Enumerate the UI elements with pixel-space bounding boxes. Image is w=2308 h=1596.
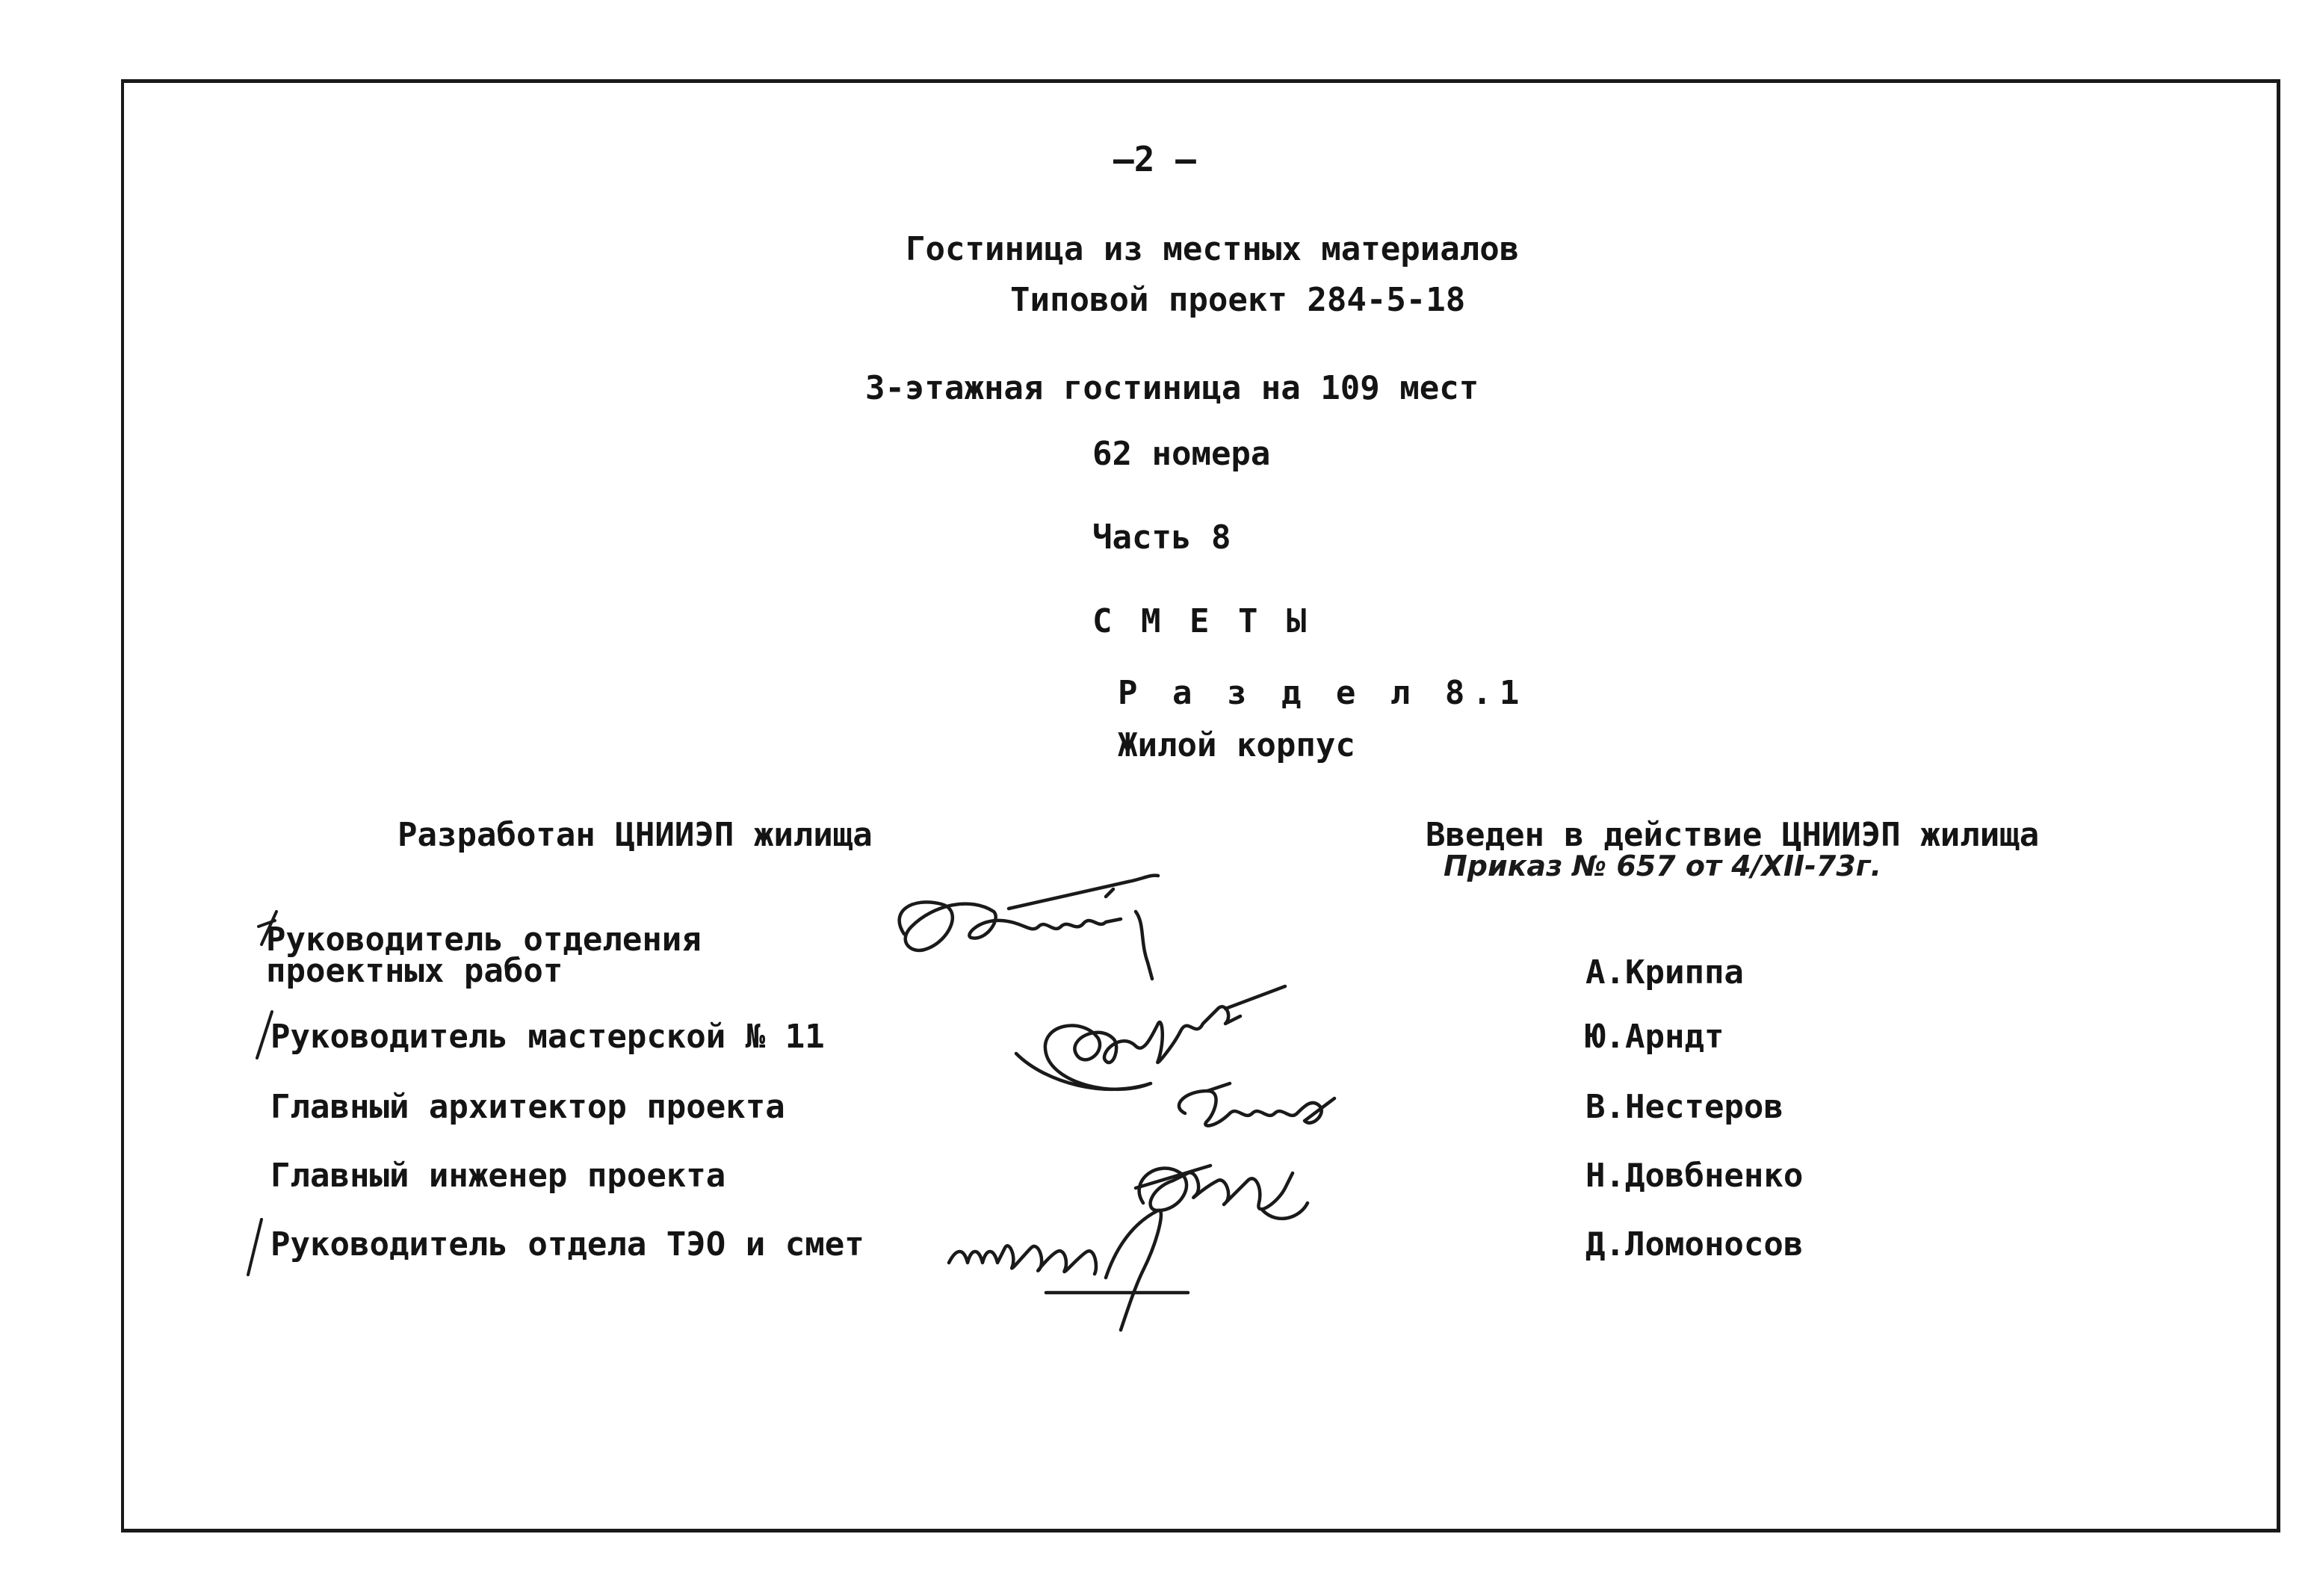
signatory-name: А.Криппа <box>1585 953 1744 992</box>
doc-type-heading: С М Е Т Ы <box>1092 602 1311 640</box>
part-label: Часть 8 <box>1092 519 1231 557</box>
margin-check-mark <box>254 910 284 947</box>
signature-estimates-head <box>934 1196 1203 1337</box>
position-workshop-head: Руководитель мастерской № 11 <box>270 1018 825 1056</box>
developed-by: Разработан ЦНИИЭП жилища <box>397 816 873 854</box>
margin-check-mark <box>244 1218 266 1278</box>
signature-department-head <box>882 867 1181 986</box>
position-chief-engineer: Главный инженер проекта <box>270 1157 726 1195</box>
position-estimates-head: Руководитель отдела ТЭО и смет <box>270 1225 864 1264</box>
position-department-head: Руководитель отделения <box>266 921 702 959</box>
position-department-head-line2: проектных работ <box>266 952 563 990</box>
signatory-name: Д.Ломоносов <box>1585 1225 1804 1264</box>
introduced-by: Введен в действие ЦНИИЭП жилища <box>1426 816 2040 854</box>
building-description: 3-этажная гостиница на 109 мест <box>865 369 1479 407</box>
signatory-name: Н.Довбненко <box>1585 1157 1804 1195</box>
section-label: Р а з д е л 8.1 <box>1118 674 1527 712</box>
signatory-name: В.Нестеров <box>1585 1088 1783 1126</box>
rooms-count: 62 номера <box>1092 435 1271 473</box>
signatory-name: Ю.Арндт <box>1585 1018 1724 1056</box>
margin-check-mark <box>253 1010 275 1063</box>
document-title: Гостиница из местных материалов <box>906 230 1520 268</box>
page-number: —2 — <box>1113 139 1196 179</box>
project-number: Типовой проект 284-5-18 <box>1010 281 1466 319</box>
section-name: Жилой корпус <box>1118 726 1355 764</box>
order-reference: Приказ № 657 от 4/XII-73г. <box>1444 850 1882 882</box>
position-chief-architect: Главный архитектор проекта <box>270 1088 785 1126</box>
